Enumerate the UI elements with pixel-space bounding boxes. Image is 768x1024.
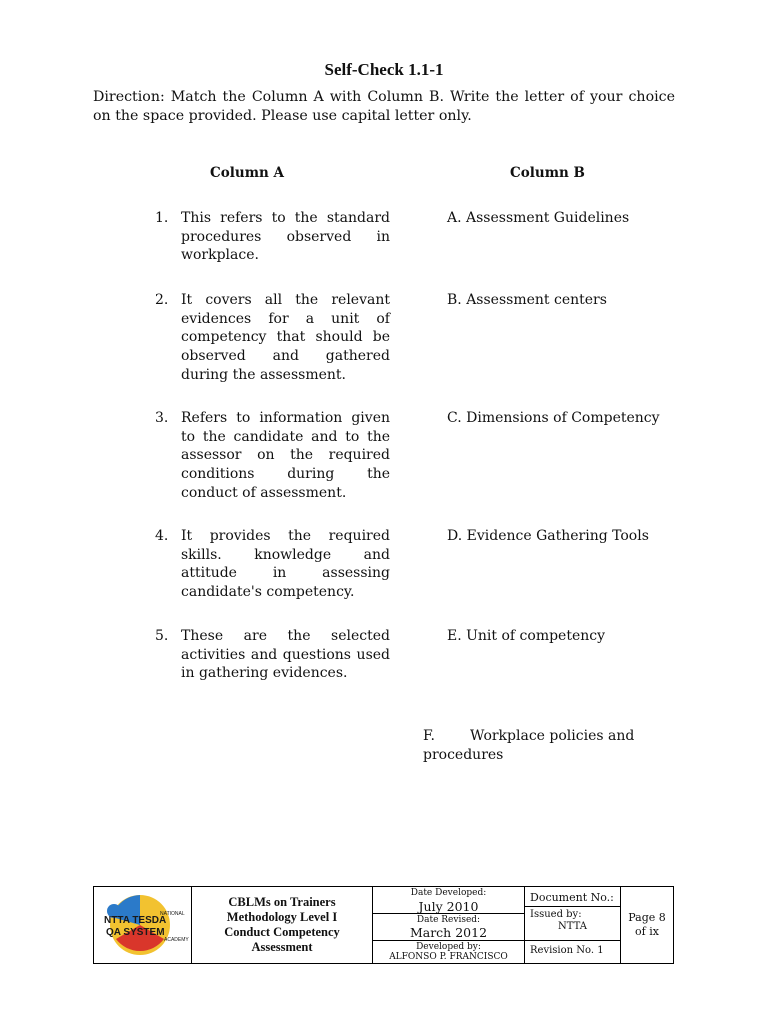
direction-text: Direction: Match the Column A with Column B. Write the letter of your choice on the space provided. Please use capital letter only. [93, 89, 675, 124]
cblm-title-cell [192, 887, 373, 963]
item-number: 3. [155, 410, 169, 426]
date-revised-value: March 2012 [409, 925, 488, 940]
document-no: Document No.: [530, 891, 614, 904]
logo-line-1: NTTA TESDA [104, 915, 167, 926]
column-a-item-1 [155, 209, 390, 265]
choice-f-text: Workplace policies and procedures [423, 728, 635, 763]
column-a-item-4 [155, 527, 390, 602]
item-text: Refers to information given to the candidate and to the assessor on the required conditions during the conduct of assessment. [181, 410, 390, 501]
date-developed-value: July 2010 [418, 899, 479, 914]
date-developed-label: Date Developed: [410, 888, 487, 898]
item-number: 2. [155, 292, 169, 308]
item-number: 4. [155, 528, 169, 544]
document-footer [93, 886, 674, 964]
column-a-item-5 [155, 627, 390, 683]
choice-f-letter: F. [423, 728, 435, 744]
choice-a: A. Assessment Guidelines [447, 210, 630, 226]
item-number: 5. [155, 628, 169, 644]
item-text: It provides the required skills. knowledge and attitude in assessing candidate's competency. [181, 528, 390, 601]
page-title: Self-Check 1.1-1 [324, 60, 444, 79]
column-a-header: Column A [210, 165, 284, 181]
issued-by-label: Issued by: [530, 909, 582, 920]
logo-cell [94, 887, 192, 963]
item-text: This refers to the standard procedures observed in workplace. [181, 210, 390, 264]
logo-line-4: ACADEMY [164, 937, 189, 943]
cblm-line-1: CBLMs on Trainers [228, 895, 336, 909]
ntta-logo [94, 887, 190, 963]
cblm-line-3: Conduct Competency [224, 925, 340, 939]
logo-line-2: QA SYSTEM [106, 927, 165, 938]
developed-by-label: Developed by: [416, 942, 481, 952]
choice-f [423, 727, 683, 765]
developed-by-value: ALFONSO P. FRANCISCO [389, 952, 508, 962]
column-a-item-3 [155, 409, 390, 503]
column-b-header: Column B [510, 165, 585, 181]
item-text: These are the selected activities and questions used in gathering evidences. [181, 628, 390, 682]
issued-by-value: NTTA [558, 921, 587, 932]
date-revised-label: Date Revised: [416, 915, 481, 925]
choice-d: D. Evidence Gathering Tools [447, 528, 649, 544]
item-number: 1. [155, 210, 169, 226]
item-text: It covers all the relevant evidences for a unit of competency that should be observed and gathered during the assessment. [181, 292, 390, 383]
cblm-line-4: Assessment [251, 940, 313, 954]
page-number: Page 8 [628, 911, 666, 924]
choice-b: B. Assessment centers [447, 292, 607, 308]
document-info-cell [525, 887, 621, 963]
choice-e: E. Unit of competency [447, 628, 606, 644]
logo-line-3: NATIONAL [160, 911, 185, 917]
cblm-line-2: Methodology Level I [226, 910, 338, 924]
page-total: of ix [635, 925, 659, 938]
revision-no: Revision No. 1 [530, 945, 604, 956]
choice-c: C. Dimensions of Competency [447, 410, 660, 426]
dates-cell [373, 887, 525, 963]
column-a-item-2 [155, 291, 390, 385]
page-cell [621, 887, 673, 963]
